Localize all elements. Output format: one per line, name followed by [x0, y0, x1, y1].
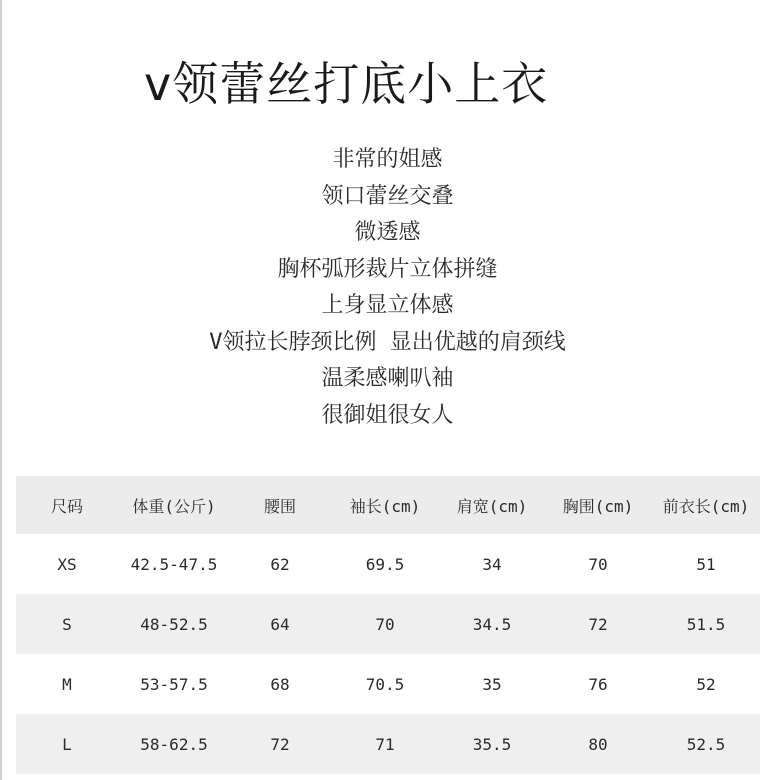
header-size: 尺码 [16, 476, 118, 534]
table-row [16, 534, 760, 594]
product-title: v领蕾丝打底小上衣 [144, 57, 549, 111]
header-waist: 腰围 [230, 476, 330, 534]
cell-front-length: 51.5 [652, 594, 760, 654]
cell-weight: 53-57.5 [140, 674, 208, 694]
cell-weight: 42.5-47.5 [130, 554, 218, 574]
cell-waist: 64 [230, 594, 330, 654]
cell-sleeve-length: 70 [330, 594, 440, 654]
cell-bust: 72 [544, 594, 652, 654]
table-header-row [16, 476, 760, 534]
cell-weight: 58-62.5 [118, 714, 230, 774]
feature-item: 微透感 [354, 220, 421, 245]
cell-size: M [62, 674, 72, 694]
cell-shoulder-width: 35 [482, 674, 502, 694]
header-weight: 体重(公斤) [118, 476, 230, 534]
cell-bust: 80 [544, 714, 652, 774]
cell-sleeve-length: 69.5 [365, 554, 405, 574]
header-bust: 胸围(cm) [544, 476, 652, 534]
cell-front-length: 51 [696, 554, 716, 574]
header-sleeve-length: 袖长(cm) [330, 476, 440, 534]
cell-bust: 70 [588, 554, 608, 574]
cell-sleeve-length: 71 [330, 714, 440, 774]
cell-size: S [16, 594, 118, 654]
feature-list [0, 142, 765, 434]
header-shoulder-width: 肩宽(cm) [440, 476, 544, 534]
size-chart-table [16, 476, 760, 774]
cell-size: XS [57, 554, 77, 574]
cell-waist: 72 [230, 714, 330, 774]
feature-item: 非常的姐感 [332, 147, 443, 172]
table-row [16, 654, 760, 714]
cell-waist: 68 [270, 674, 290, 694]
table-row [16, 714, 760, 774]
feature-item: V领拉长脖颈比例 显出优越的肩颈线 [209, 329, 566, 355]
cell-shoulder-width: 34.5 [440, 594, 544, 654]
cell-bust: 76 [588, 674, 608, 694]
feature-item: 领口蕾丝交叠 [321, 183, 454, 209]
feature-item: 上身显立体感 [321, 293, 454, 318]
cell-shoulder-width: 35.5 [440, 714, 544, 774]
cell-shoulder-width: 34 [482, 554, 502, 574]
cell-waist: 62 [270, 554, 290, 574]
cell-front-length: 52 [696, 674, 716, 694]
cell-weight: 48-52.5 [118, 594, 230, 654]
table-row [16, 594, 760, 654]
feature-item: 温柔感喇叭袖 [321, 366, 454, 391]
cell-size: L [16, 714, 118, 774]
feature-item: 很御姐很女人 [321, 402, 454, 428]
cell-front-length: 52.5 [652, 714, 760, 774]
feature-item: 胸杯弧形裁片立体拼缝 [277, 256, 498, 282]
header-front-length: 前衣长(cm) [652, 476, 760, 534]
cell-sleeve-length: 70.5 [365, 674, 405, 694]
